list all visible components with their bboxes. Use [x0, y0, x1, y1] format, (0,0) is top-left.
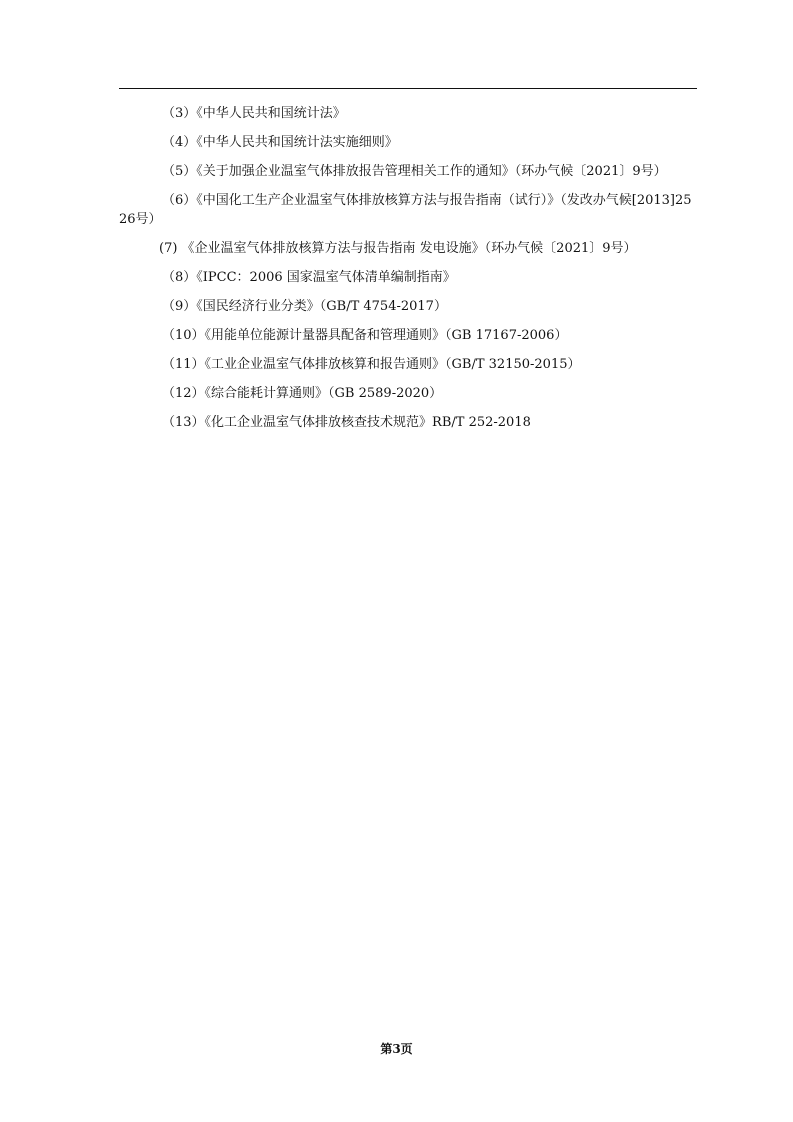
reference-list [119, 104, 697, 442]
reference-item: （3）《中华人民共和国统计法》 [162, 106, 346, 121]
reference-item: （8）《IPCC：2006 国家温室气体清单编制指南》 [162, 270, 456, 285]
reference-item: （6）《中国化工生产企业温室气体排放核算方法与报告指南（试行）》（发改办气候[2013]2526号） [119, 193, 692, 227]
reference-item: （10）《用能单位能源计量器具配备和管理通则》（GB 17167-2006） [162, 328, 568, 343]
header-rule [119, 88, 697, 89]
reference-item: （12）《综合能耗计算通则》（GB 2589-2020） [162, 386, 443, 401]
reference-item: (7) 《企业温室气体排放核算方法与报告指南 发电设施》（环办气候〔2021〕9号） [159, 241, 637, 256]
reference-item: （9）《国民经济行业分类》（GB/T 4754-2017） [162, 299, 447, 314]
reference-item: （11）《工业企业温室气体排放核算和报告通则》（GB/T 32150-2015） [162, 357, 581, 372]
reference-item: （13）《化工企业温室气体排放核查技术规范》RB/T 252-2018 [162, 415, 531, 430]
reference-item: （5）《关于加强企业温室气体排放报告管理相关工作的通知》（环办气候〔2021〕9号） [162, 164, 667, 179]
reference-item: （4）《中华人民共和国统计法实施细则》 [162, 135, 398, 150]
page-number: 第3页 [380, 1042, 413, 1056]
